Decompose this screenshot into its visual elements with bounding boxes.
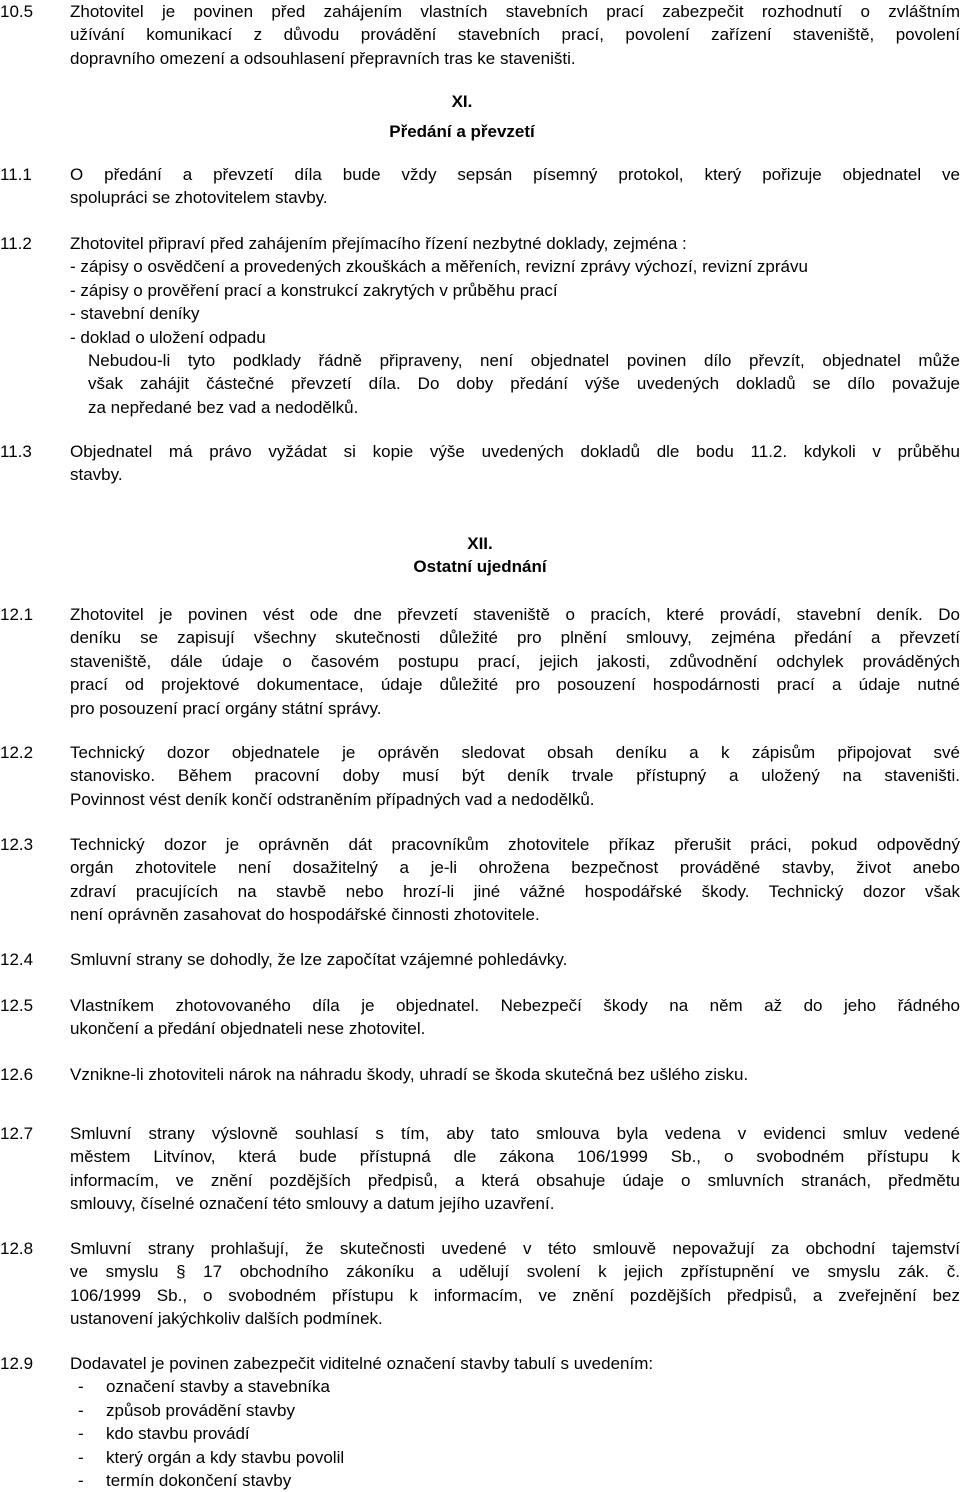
text-line: Objednatel má právo vyžádat si kopie výše uvedených dokladů dle bodu 11.2. kdykoli v průběhu: [70, 442, 960, 461]
text-line: není oprávněn zasahovat do hospodářské činnosti zhotovitele.: [70, 905, 540, 925]
text-line: Smluvní strany se dohodly, že lze započítat vzájemné pohledávky.: [70, 950, 568, 969]
text-line: Nebudou-li tyto podklady řádně připraveny, není objednatel povinen dílo převzít, objednatel může: [88, 351, 960, 371]
text-line: Smluvní strany výslovně souhlasí s tím, aby tato smlouva byla vedena v evidenci smluv vedené: [70, 1124, 960, 1143]
text-line: Vlastníkem zhotovovaného díla je objednatel. Nebezpečí škody na něm až do jeho řádného: [70, 996, 960, 1015]
dash-marker: -: [78, 1447, 84, 1467]
list-item-text: označení stavby a stavebníka: [106, 1377, 330, 1397]
clause-text: [70, 994, 960, 1041]
text-line: však zahájit částečné převzetí díla. Do doby předání výše uvedených dokladů se dílo považuje: [88, 374, 960, 394]
list-item: - zápisy o prověření prací a konstrukcí zakrytých v průběhu prací: [70, 280, 558, 300]
clause-number: 11.2: [0, 234, 32, 253]
text-line: za nepředané bez vad a nedodělků.: [88, 397, 359, 417]
dash-marker: -: [78, 1424, 84, 1444]
chapter-heading-xi: [0, 90, 942, 144]
text-line: O předání a převzetí díla bude vždy sepsán písemný protokol, který pořizuje objednatel ve: [70, 165, 960, 184]
clause-tail: [70, 349, 960, 419]
text-line: užívání komunikací z důvodu provádění stavebních prací, povolení zařízení staveniště, povolení: [70, 25, 960, 45]
list-item: [70, 1422, 960, 1445]
clause-text: [70, 163, 960, 210]
text-line: smlouvy, číselné označení této smlouvy a datum jejího uzavření.: [70, 1194, 555, 1214]
list-item: [70, 1446, 960, 1469]
clause-text: [70, 1352, 960, 1492]
list-item: [70, 1399, 960, 1422]
clause-text: [70, 833, 960, 927]
list-item-text: který orgán a kdy stavbu povolil: [106, 1447, 345, 1467]
clause-number: 11.3: [0, 442, 32, 461]
clause-number: 12.6: [0, 1065, 34, 1084]
clause-number: 12.8: [0, 1239, 34, 1258]
clause-text: [70, 1063, 960, 1086]
list-item-text: termín dokončení stavby: [106, 1471, 292, 1491]
clause-text: [70, 440, 960, 487]
clause-number: 12.1: [0, 605, 34, 624]
clause-number: 12.4: [0, 950, 34, 969]
text-line: ukončení a předání objednateli nese zhotovitel.: [70, 1019, 426, 1039]
text-line: staveniště, dále údaje o časovém postupu prací, jejich jakosti, zdůvodnění odchylek prováděných: [70, 651, 960, 671]
clause-number: 10.5: [0, 2, 34, 21]
clause-number: 11.1: [0, 165, 32, 184]
text-line: deníku se zapisují všechny skutečnosti důležité pro plnění smlouvy, zejména předání a převzetí: [70, 628, 960, 648]
text-line: dopravního omezení a odsouhlasení přepravních tras ke staveništi.: [70, 48, 576, 68]
text-line: Technický dozor objednatele je oprávěn sledovat obsah deníku a k zápisům připojovat své: [70, 743, 960, 762]
text-line: informacím, ve znění pozdějších předpisů, a která obsahuje údaje o smluvních stranách, předmětu: [70, 1170, 960, 1190]
text-line: 106/1999 Sb., o svobodném přístupu k informacím, ve znění pozdějších předpisů, a zveřejnění bez: [70, 1285, 960, 1305]
clause-text: [70, 948, 960, 971]
text-line: stavby.: [70, 465, 123, 485]
text-line: prací od projektové dokumentace, údaje důležité pro posouzení hospodárnosti prací a údaje nutné: [70, 675, 960, 695]
text-line: Technický dozor je oprávněn dát pracovníkům zhotovitele příkaz přerušit práci, pokud odpovědný: [70, 835, 960, 854]
list-item: [70, 1469, 960, 1492]
dash-marker: -: [78, 1471, 84, 1491]
chapter-number: XI.: [451, 92, 473, 111]
clause-number: 12.9: [0, 1354, 34, 1373]
text-line: ve smyslu § 17 obchodního zákoníku a udělují svolení k jejich zpřístupnění ve smyslu zák. č.: [70, 1262, 960, 1282]
clause-number: 12.2: [0, 743, 34, 762]
dash-marker: -: [78, 1377, 84, 1397]
clause-text: [70, 741, 960, 811]
clause-number: 12.7: [0, 1124, 34, 1143]
text-line: ustanovení jakýchkoliv dalších podmínek.: [70, 1309, 383, 1329]
clause-text: [70, 1237, 960, 1331]
text-line: městem Litvínov, která bude přístupná dle zákona 106/1999 Sb., o svobodném přístupu k: [70, 1147, 960, 1167]
chapter-title: Předání a převzetí: [389, 122, 535, 142]
chapter-heading-xii: [0, 532, 960, 579]
clause-text: [70, 0, 960, 70]
list-item: [70, 1375, 960, 1398]
text-line: pro posouzení prací orgány státní správy.: [70, 698, 382, 718]
clause-text: [70, 1122, 960, 1216]
list-item: - zápisy o osvědčení a provedených zkouškách a měřeních, revizní zprávy výchozí, revizní zprávu: [70, 257, 808, 277]
text-line: Dodavatel je povinen zabezpečit viditelné označení stavby tabulí s uvedením:: [70, 1354, 654, 1373]
list-item-text: kdo stavbu provádí: [106, 1424, 250, 1444]
clause-number: 12.3: [0, 835, 34, 854]
bullet-list: [70, 1375, 960, 1492]
text-line: stanovisko. Během pracovní doby musí být deník trvale přístupný a uložený na staveništi.: [70, 766, 960, 786]
chapter-number: XII.: [467, 534, 493, 553]
text-line: orgán zhotovitele není dosažitelný a je-li ohrožena bezpečnost prováděné stavby, život anebo: [70, 858, 960, 878]
text-line: Smluvní strany prohlašují, že skutečnosti uvedené v této smlouvě nepovažují za obchodní tajemství: [70, 1239, 960, 1258]
dash-marker: -: [78, 1400, 84, 1420]
list-item: - stavební deníky: [70, 304, 200, 324]
clause-text: [70, 232, 960, 419]
text-line: Vznikne-li zhotoviteli nárok na náhradu škody, uhradí se škoda skutečná bez ušlého zisku.: [70, 1065, 749, 1084]
chapter-title: Ostatní ujednání: [413, 557, 547, 577]
clause-number: 12.5: [0, 996, 34, 1015]
clause-text: [70, 603, 960, 720]
text-line: Zhotovitel je povinen vést ode dne převzetí staveniště o pracích, které provádí, stavební deník. Do: [70, 605, 960, 624]
list-item-text: způsob provádění stavby: [106, 1400, 296, 1420]
list-item: - doklad o uložení odpadu: [70, 327, 266, 347]
text-line: Povinnost vést deník končí odstraněním případných vad a nedodělků.: [70, 789, 595, 809]
text-line: spolupráci se zhotovitelem stavby.: [70, 188, 328, 208]
text-line: zdraví pracujících na stavbě nebo hrozí-li jiné vážné hospodářské škody. Technický dozor však: [70, 881, 960, 901]
text-line: Zhotovitel je povinen před zahájením vlastních stavebních prací zabezpečit rozhodnutí o zvláštním: [70, 2, 960, 21]
text-line: Zhotovitel připraví před zahájením přejímacího řízení nezbytné doklady, zejména :: [70, 234, 687, 253]
